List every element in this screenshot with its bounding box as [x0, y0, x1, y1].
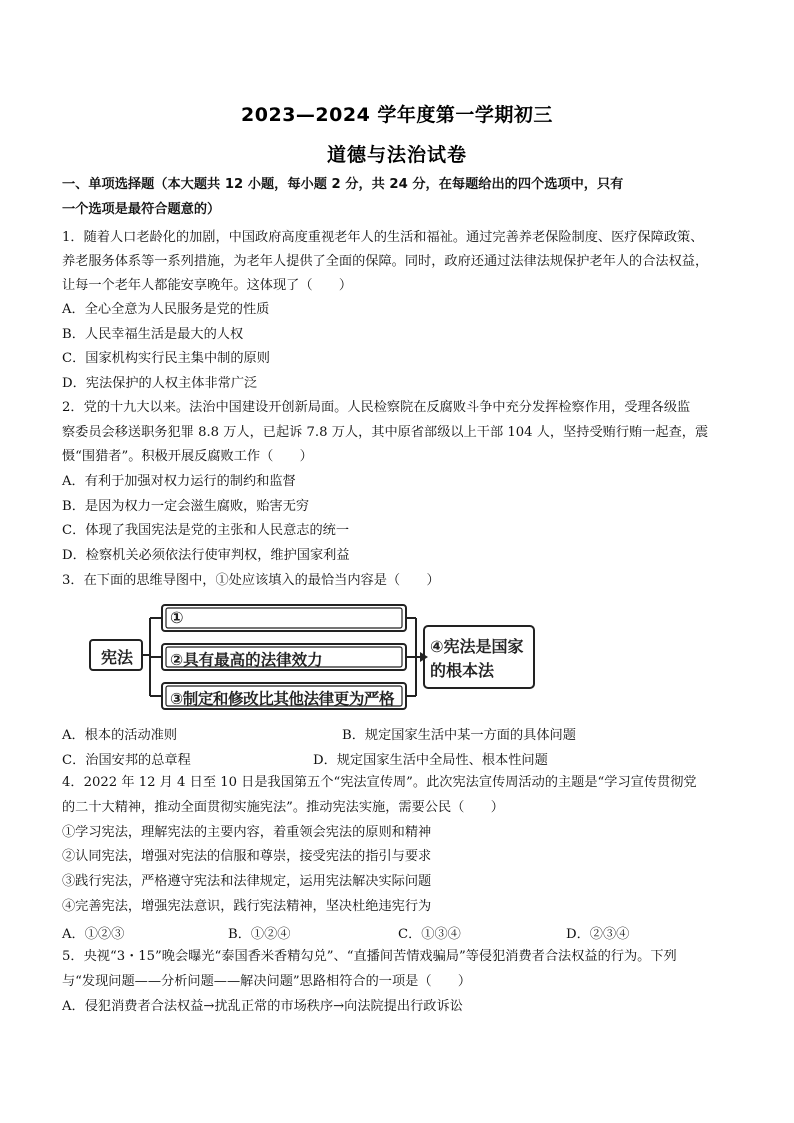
mind-map-branch-2: ②具有最高的法律效力: [170, 651, 323, 669]
mind-map-root: 宪法: [101, 648, 134, 667]
mind-map-conclusion-cont: 的根本法: [430, 661, 495, 680]
q1-option-d: D．宪法保护的人权主体非常广泛: [62, 376, 258, 391]
q4-item-1: ①学习宪法，理解宪法的主要内容，着重领会宪法的原则和精神: [62, 825, 432, 840]
q1-option-a: A．全心全意为人民服务是党的性质: [62, 302, 270, 317]
q2-option-c: C．体现了我国宪法是党的主张和人民意志的统一: [62, 523, 350, 538]
q4-item-2: ②认同宪法，增强对宪法的信服和尊崇，接受宪法的指引与要求: [62, 849, 432, 864]
q3-stem: 3．在下面的思维导图中，①处应该填入的最恰当内容是（ ）: [62, 573, 440, 588]
q2-stem: 察委员会移送职务犯罪 8.8 万人，已起诉 7.8 万人，其中原省部级以上干部 104 人，坚持受贿行贿一起查，震: [62, 425, 709, 440]
q4-option-d: D．②③④: [566, 927, 630, 942]
exam-title-subject: 道德与法治试卷: [326, 144, 467, 166]
q1-option-b: B．人民幸福生活是最大的人权: [62, 327, 244, 342]
q3-option-a: A．根本的活动准则: [62, 728, 178, 743]
q1-stem: 养老服务体系等一系列措施，为老年人提供了全面的保障。同时，政府还通过法律法规保护老年人的合法权益，: [62, 254, 709, 269]
q4-item-3: ③践行宪法，严格遵守宪法和法律规定，运用宪法解决实际问题: [62, 874, 432, 889]
q2-option-a: A．有利于加强对权力运行的制约和监督: [62, 474, 296, 489]
q1-stem: 让每一个老年人都能安享晚年。这体现了（ ）: [62, 278, 353, 293]
mind-map: [88, 602, 538, 712]
q4-stem: 4．2022 年 12 月 4 日至 10 日是我国第五个“宪法宣传周”。此次宪法宣传周活动的主题是“学习宣传贯彻党: [62, 775, 697, 790]
q5-stem: 5．央视“3・15”晚会曝光“泰国香米香精勾兑”、“直播间苦情戏骗局”等侵犯消费者合法权益的行为。下列: [62, 949, 677, 964]
mind-map-branch-3: ③制定和修改比其他法律更为严格: [170, 690, 395, 708]
q5-option-a: A．侵犯消费者合法权益→扰乱正常的市场秩序→向法院提出行政诉讼: [62, 999, 463, 1014]
q2-option-d: D．检察机关必须依法行使审判权，维护国家利益: [62, 548, 350, 563]
q2-stem: 慑“围猎者”。积极开展反腐败工作（ ）: [62, 449, 313, 464]
mind-map-conclusion: ④宪法是国家: [430, 637, 524, 656]
q3-option-d: D．规定国家生活中全局性、根本性问题: [313, 753, 548, 768]
q4-option-b: B．①②④: [228, 927, 291, 942]
q4-option-a: A．①②③: [62, 927, 125, 942]
section-heading: 一、单项选择题（本大题共 12 小题，每小题 2 分，共 24 分，在每题给出的四个选项中，只有: [62, 177, 624, 192]
q2-option-b: B．是因为权力一定会滋生腐败，贻害无穷: [62, 499, 310, 514]
mind-map-branch-1: ①: [170, 608, 184, 627]
q1-option-c: C．国家机构实行民主集中制的原则: [62, 351, 270, 366]
q2-stem: 2．党的十九大以来。法治中国建设开创新局面。人民检察院在反腐败斗争中充分发挥检察作用，受理各级监: [62, 400, 691, 415]
exam-title-year: 2023—2024 学年度第一学期初三: [241, 104, 553, 126]
section-heading-cont: 一个选项是最符合题意的）: [62, 202, 221, 217]
q3-option-b: B．规定国家生活中某一方面的具体问题: [342, 728, 576, 743]
q1-stem: 1．随着人口老龄化的加剧，中国政府高度重视老年人的生活和福祉。通过完善养老保险制度、医疗保障政策、: [62, 230, 704, 245]
q5-stem: 与“发现问题——分析问题——解决问题”思路相符合的一项是（ ）: [62, 974, 472, 989]
q4-option-c: C．①③④: [398, 927, 461, 942]
q3-option-c: C．治国安邦的总章程: [62, 753, 191, 768]
q4-stem: 的二十大精神，推动全面贯彻实施宪法”。推动宪法实施，需要公民（ ）: [62, 800, 504, 815]
q4-item-4: ④完善宪法，增强宪法意识，践行宪法精神，坚决杜绝违宪行为: [62, 899, 432, 914]
